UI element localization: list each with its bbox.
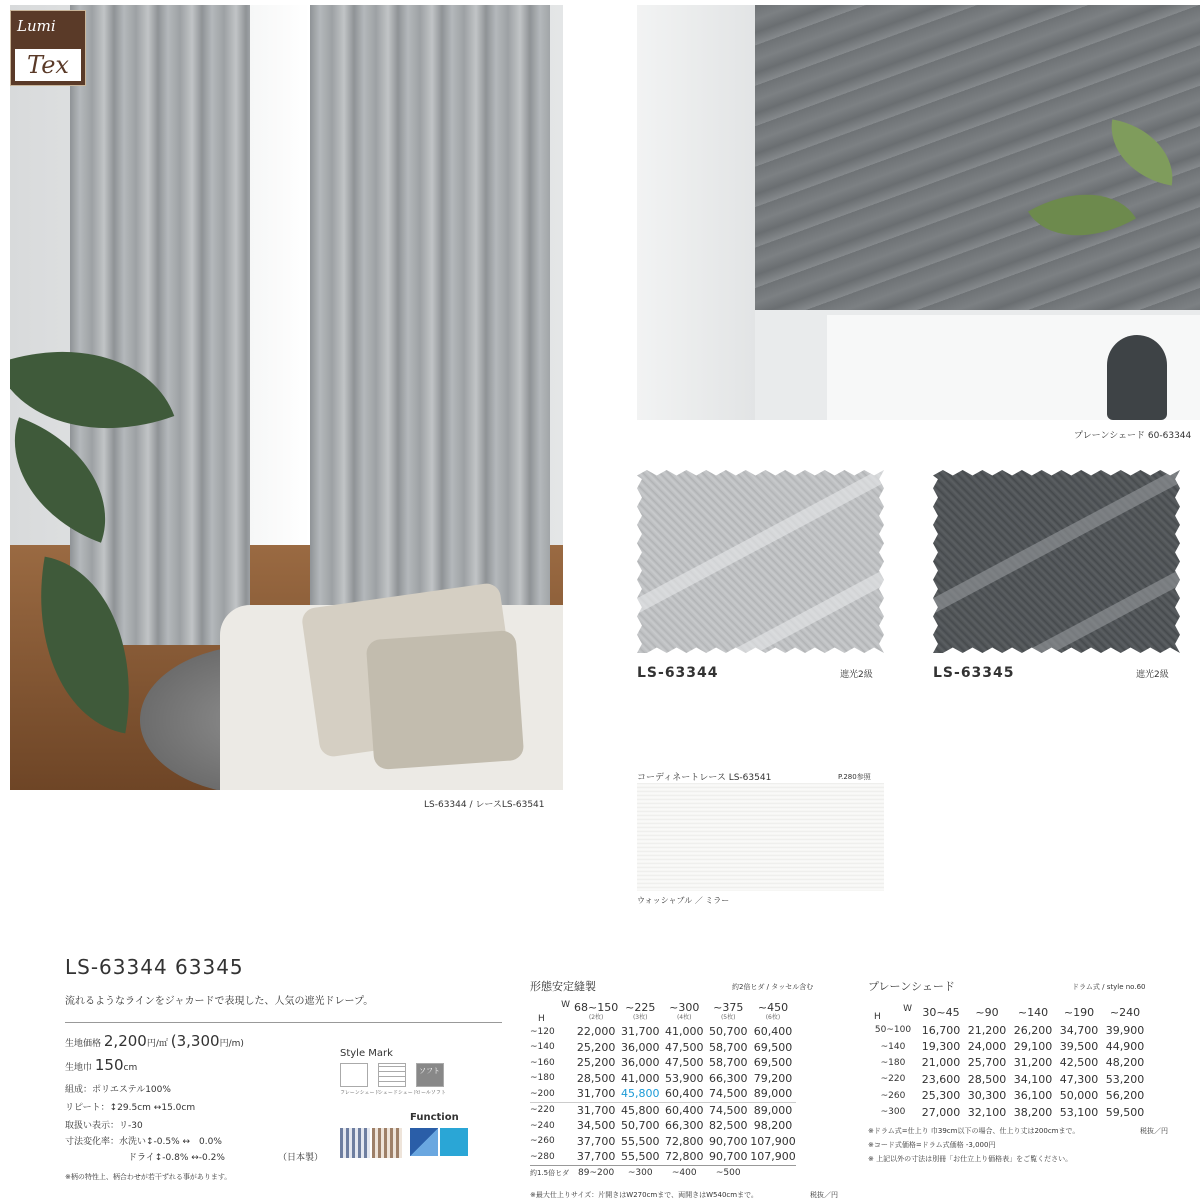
price-cell: 32,100 (967, 1105, 1007, 1119)
cushion (366, 630, 525, 770)
price-cell: 50,000 (1059, 1089, 1099, 1103)
table1-unit: 税抜／円 (810, 1191, 838, 1199)
price-cell: 56,200 (1105, 1089, 1145, 1103)
table1-col-header: ~450 (6枚) (757, 1001, 789, 1021)
price-cell: 36,000 (620, 1056, 660, 1070)
price-cell: 66,300 (708, 1071, 748, 1085)
row-height-label: ~300 (880, 1107, 906, 1118)
price-cell: 45,800 (620, 1087, 660, 1101)
lace-label: コーディネートレース LS-63541 (637, 773, 772, 783)
price-cell: 55,500 (620, 1134, 660, 1148)
price-cell: 44,900 (1105, 1040, 1145, 1054)
soft-roll-icon: ソフト (416, 1063, 444, 1087)
table-row (868, 1055, 1148, 1071)
table-row (530, 1118, 796, 1134)
price-cell: 69,500 (753, 1056, 793, 1070)
origin: （日本製） (278, 1153, 324, 1163)
curtain-right (310, 5, 550, 645)
shade-photo (637, 5, 1200, 420)
price-cell: 26,200 (1013, 1023, 1053, 1037)
row-height-label: ~180 (880, 1057, 906, 1068)
row-height-label: ~140 (530, 1042, 555, 1053)
table2-note: ※コード式価格=ドラム式価格 -3,000円 (868, 1141, 996, 1149)
price-cell: 72,800 (664, 1150, 704, 1164)
swatch-lace (637, 783, 884, 891)
price-cell: 60,400 (664, 1103, 704, 1117)
price-cell: 59,500 (1105, 1105, 1145, 1119)
main-photo-caption: LS-63344 / レースLS-63541 (424, 800, 545, 810)
care-label: 取扱い表示：リ-30 (65, 1121, 143, 1131)
table-row (868, 1022, 1148, 1038)
price-cell: 36,000 (620, 1040, 660, 1054)
price-cell: 39,500 (1059, 1040, 1099, 1054)
row-height-label: ~120 (530, 1026, 555, 1037)
price-cell: 82,500 (708, 1119, 748, 1133)
price-cell: 89,000 (753, 1103, 793, 1117)
price-cell: 42,500 (1059, 1056, 1099, 1070)
row-height-label: ~280 (530, 1151, 555, 1162)
shade-icon (378, 1063, 406, 1087)
price-cell: 34,100 (1013, 1072, 1053, 1086)
price-cell: 34,500 (576, 1119, 616, 1133)
table2-unit: 税抜／円 (1140, 1127, 1168, 1135)
price-table-shade: W H 30~45 ~90 ~140 ~190 ~240 50~100 16,700 21,200 26,200 34,700 39,900 ~140 19,300 24,000 29,100 39,500 44,900 ~180 21,000 25,700 31,200 42,500 48,200 ~220 23,600 28,500 34,100 47,300 53,200 ~260 25,300 30,300 36,100 50,000 56,200 ~300 27,000 32,100 38,200 53,100 59,500 (868, 1002, 1148, 1120)
price-cell: 107,900 (750, 1150, 796, 1164)
divider (65, 1022, 502, 1023)
shade-photo-caption: プレーンシェード 60-63344 (1074, 431, 1192, 441)
price-cell: 53,100 (1059, 1105, 1099, 1119)
price-cell: 28,500 (967, 1072, 1007, 1086)
price-cell: 98,200 (753, 1119, 793, 1133)
price-cell: 55,500 (620, 1150, 660, 1164)
price-cell: 47,300 (1059, 1072, 1099, 1086)
table1-title: 形態安定縫製 (530, 980, 596, 993)
price-cell: 69,500 (753, 1040, 793, 1054)
table1-col-header: ~375 (5枚) (713, 1001, 744, 1021)
price-cell: 16,700 (921, 1023, 961, 1037)
price-cell: 90,700 (708, 1134, 748, 1148)
swatch-grade: 遮光2級 (840, 670, 873, 680)
price-cell: 25,700 (967, 1056, 1007, 1070)
price-cell: 19,300 (921, 1040, 961, 1054)
table2-note: ※ 上記以外の寸法は別冊「お仕立上り価格表」をご覧ください。 (868, 1155, 1073, 1163)
price-cell: 58,700 (708, 1056, 748, 1070)
price-cell: 72,800 (664, 1134, 704, 1148)
price-cell: 60,400 (664, 1087, 704, 1101)
swatch-ls63345 (933, 470, 1180, 653)
price-cell: 47,500 (664, 1056, 704, 1070)
table2-col-header: ~240 (1109, 1005, 1141, 1019)
price-cell: 34,700 (1059, 1023, 1099, 1037)
row-height-label: ~260 (530, 1136, 555, 1147)
price-cell: 48,200 (1105, 1056, 1145, 1070)
product-footnote: ※柄の特性上、柄合わせが若干ずれる事があります。 (65, 1173, 232, 1181)
table1-footnote: ※最大仕上りサイズ：片開きはW270cmまで、両開きはW540cmまで。 (530, 1191, 758, 1199)
table-row (530, 1024, 796, 1040)
table2-col-header: ~90 (975, 1005, 999, 1019)
price-cell: 25,200 (576, 1056, 616, 1070)
table1-col-header: ~300 (4枚) (669, 1001, 700, 1021)
table2-col-header: ~190 (1063, 1005, 1095, 1019)
table-row (868, 1071, 1148, 1087)
price-cell: 30,300 (967, 1089, 1007, 1103)
price-cell: 36,100 (1013, 1089, 1053, 1103)
price-cell: 39,900 (1105, 1023, 1145, 1037)
row-height-label: ~240 (530, 1120, 555, 1131)
price-cell: 74,500 (708, 1103, 748, 1117)
price-cell: 29,100 (1013, 1040, 1053, 1054)
row-height-label: ~140 (880, 1041, 906, 1052)
plain-shade-icon (340, 1063, 368, 1087)
fabric-icon-1 (340, 1128, 370, 1158)
price-cell: 27,000 (921, 1105, 961, 1119)
price-cell: 53,200 (1105, 1072, 1145, 1086)
price-cell: 37,700 (576, 1150, 616, 1164)
price: 2,200 (103, 1032, 147, 1050)
price-cell: 74,500 (708, 1087, 748, 1101)
table-row (868, 1038, 1148, 1054)
swatch-grade: 遮光2級 (1136, 670, 1169, 680)
table1-col-header: ~225 (3枚) (625, 1001, 656, 1021)
row-height-label: ~180 (530, 1073, 555, 1084)
price-cell: 41,000 (664, 1025, 704, 1039)
function-title: Function (410, 1112, 459, 1123)
price-cell: 31,200 (1013, 1056, 1053, 1070)
price-table-drape: W H 68~150 (2枚) ~225 (3枚) ~300 (4枚) ~375 (5枚) ~450 (6枚) ~120 22,000 31,700 41,000 50,700 60,400 ~140 25,200 36,000 47,500 58,700 69,500 ~160 25,200 36,000 47,500 58,700 69,500 ~180 28,500 41,000 53,900 66,300 79,200 ~200 31,700 45,800 60,400 74,500 89,000 ~220 31,700 45,800 60,400 74,500 89,000 ~240 34,500 50,700 66,300 82,500 98,200 ~260 37,700 55,500 72,800 90,700 107,900 ~280 37,700 55,500 72,800 90,700 107,900 約1.5倍ヒダ 89~200 ~300 ~400 ~500 (530, 998, 796, 1181)
price-line: 生地価格 2,200円/㎡ (3,300円/m) (65, 1032, 244, 1050)
shrink-dry: ドライ↕-0.8% ↔-0.2% (128, 1153, 225, 1163)
table-row (530, 1071, 796, 1087)
price-alt: (3,300 (170, 1032, 220, 1050)
fabric-icon-2 (372, 1128, 402, 1158)
room-photo (10, 5, 563, 790)
table-row (530, 1086, 796, 1102)
price-cell: 58,700 (708, 1040, 748, 1054)
row-height-label: ~200 (530, 1088, 555, 1099)
table1-bottom-label: 約1.5倍ヒダ (530, 1169, 570, 1178)
price-cell: 37,700 (576, 1134, 616, 1148)
price-cell: 28,500 (576, 1071, 616, 1085)
repeat: リピート：↕29.5cm ↔15.0cm (65, 1103, 196, 1113)
price-cell: 38,200 (1013, 1105, 1053, 1119)
curtain-left (70, 5, 250, 645)
lace-note: ウォッシャブル ／ ミラー (637, 896, 730, 905)
width-line: 生地巾 150cm (65, 1056, 138, 1074)
style-marks: ソフト フレーンシェード シェードシェード ロールソフト (340, 1063, 460, 1103)
price-cell: 79,200 (753, 1071, 793, 1085)
table-row (530, 1055, 796, 1071)
price-cell: 25,200 (576, 1040, 616, 1054)
fabric-width: 150 (94, 1056, 124, 1074)
shrink-wash: 寸法変化率：水洗い↕-0.5% ↔ 0.0% (65, 1137, 222, 1147)
table-row (868, 1088, 1148, 1104)
price-cell: 89,000 (753, 1087, 793, 1101)
price-cell: 60,400 (753, 1025, 793, 1039)
table-row (530, 1040, 796, 1056)
row-height-label: ~260 (880, 1090, 906, 1101)
row-height-label: ~220 (880, 1074, 906, 1085)
price-cell: 41,000 (620, 1071, 660, 1085)
table1-subtitle: 約2倍ヒダ / タッセル含む (732, 983, 814, 991)
logo-line2: Tex (15, 49, 81, 81)
price-cell: 50,700 (620, 1119, 660, 1133)
table-row (530, 1102, 796, 1118)
lace-page-ref: P.280参照 (838, 773, 871, 781)
table-row (530, 1134, 796, 1150)
product-description: 流れるようなラインをジャカードで表現した、人気の遮光ドレープ。 (65, 996, 374, 1007)
blackout-icon (410, 1128, 438, 1156)
product-title: LS-63344 63345 (65, 955, 244, 979)
swatch-code: LS-63344 (637, 665, 719, 681)
price-cell: 90,700 (708, 1150, 748, 1164)
price-cell: 66,300 (664, 1119, 704, 1133)
price-cell: 31,700 (620, 1025, 660, 1039)
price-cell: 21,200 (967, 1023, 1007, 1037)
composition: 組成：ポリエステル100% (65, 1085, 171, 1095)
price-cell: 24,000 (967, 1040, 1007, 1054)
price-cell: 23,600 (921, 1072, 961, 1086)
price-cell: 22,000 (576, 1025, 616, 1039)
style-mark-title: Style Mark (340, 1048, 393, 1059)
table2-note: ※ドラム式=仕上り 巾39cm以下の場合、仕上り丈は200cmまで。 (868, 1127, 1080, 1135)
vase (1107, 335, 1167, 420)
table1-col-header: 68~150 (2枚) (574, 1001, 619, 1021)
table2-subtitle: ドラム式 / style no.60 (1072, 983, 1146, 991)
price-cell: 31,700 (576, 1087, 616, 1101)
row-height-label: ~220 (530, 1105, 555, 1116)
swatch-code: LS-63345 (933, 665, 1015, 681)
swatch-ls63344 (637, 470, 884, 653)
table-row (868, 1104, 1148, 1120)
price-cell: 53,900 (664, 1071, 704, 1085)
price-cell: 50,700 (708, 1025, 748, 1039)
brand-logo (10, 10, 86, 86)
washable-icon (440, 1128, 468, 1156)
logo-line1: Lumi (17, 17, 56, 35)
table2-col-header: 30~45 (922, 1005, 960, 1019)
row-height-label: ~160 (530, 1057, 555, 1068)
price-cell: 21,000 (921, 1056, 961, 1070)
table2-title: プレーンシェード (868, 980, 955, 993)
price-cell: 25,300 (921, 1089, 961, 1103)
price-cell: 107,900 (750, 1134, 796, 1148)
price-cell: 45,800 (620, 1103, 660, 1117)
table2-col-header: ~140 (1017, 1005, 1049, 1019)
row-height-label: 50~100 (874, 1025, 912, 1036)
price-cell: 31,700 (576, 1103, 616, 1117)
price-cell: 47,500 (664, 1040, 704, 1054)
table-row (530, 1149, 796, 1165)
